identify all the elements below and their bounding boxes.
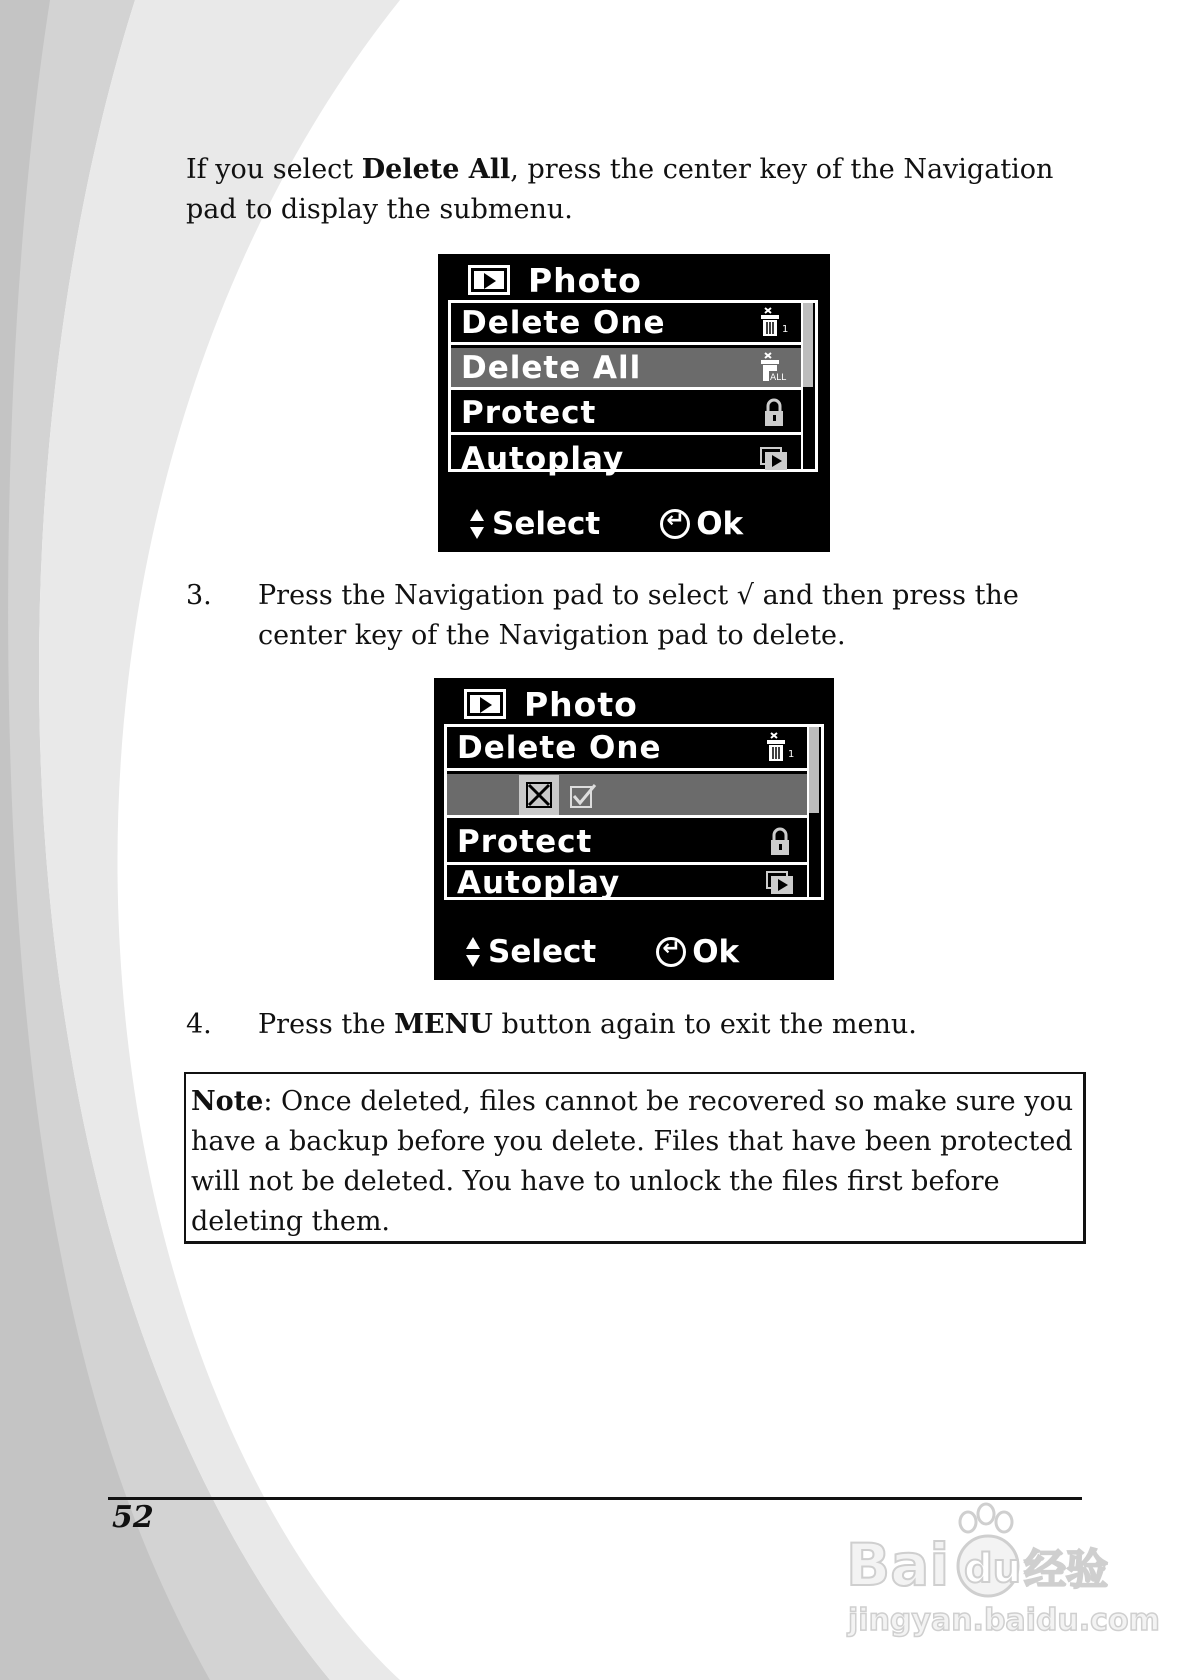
intro-bold: Delete All bbox=[361, 154, 511, 185]
menu-item-label: Delete One bbox=[457, 729, 662, 766]
slideshow-icon bbox=[763, 866, 797, 900]
screen-title bbox=[468, 260, 642, 300]
svg-text:du: du bbox=[964, 1546, 1022, 1592]
note-label: Note bbox=[191, 1086, 264, 1117]
page-number: 52 bbox=[112, 1500, 154, 1535]
lock-icon bbox=[763, 825, 797, 859]
footer-select-label: Select bbox=[488, 934, 597, 970]
screen-title-text: Photo bbox=[524, 684, 638, 724]
menu-item-protect[interactable] bbox=[451, 393, 803, 435]
enter-icon bbox=[660, 509, 690, 539]
screen-title-text: Photo bbox=[528, 260, 642, 300]
menu-item-label: Protect bbox=[461, 394, 597, 431]
menu-list bbox=[444, 724, 824, 900]
menu-list bbox=[448, 300, 818, 477]
trash-1-icon bbox=[757, 306, 791, 340]
lock-icon bbox=[757, 396, 791, 430]
scrollbar-thumb[interactable] bbox=[803, 303, 813, 387]
playback-icon bbox=[468, 265, 510, 295]
menu-item-confirm-delete[interactable] bbox=[447, 774, 809, 818]
trash-all-icon bbox=[757, 351, 791, 385]
svg-text:1: 1 bbox=[788, 748, 795, 760]
menu-item-delete-all[interactable] bbox=[451, 348, 803, 390]
scrollbar-thumb[interactable] bbox=[809, 727, 819, 813]
screen-footer bbox=[468, 500, 743, 548]
playback-icon bbox=[464, 689, 506, 719]
step-4-bold: MENU bbox=[394, 1009, 493, 1040]
enter-icon bbox=[656, 937, 686, 967]
camera-screen-1 bbox=[438, 254, 830, 552]
menu-scrollbar[interactable] bbox=[807, 727, 821, 897]
step-4-text-2: button again to exit the menu. bbox=[492, 1009, 917, 1040]
footer-select-label: Select bbox=[492, 506, 601, 542]
step-3-number: 3. bbox=[186, 580, 212, 611]
check-icon[interactable] bbox=[563, 775, 603, 815]
svg-text:Bai: Bai bbox=[846, 1531, 950, 1599]
menu-item-label: Autoplay bbox=[461, 441, 625, 477]
svg-text:1: 1 bbox=[782, 323, 789, 335]
menu-item-label: Delete One bbox=[461, 304, 666, 341]
menu-item-autoplay[interactable] bbox=[451, 438, 803, 480]
up-down-arrows-icon bbox=[464, 935, 482, 969]
svg-text:jingyan.baidu.com: jingyan.baidu.com bbox=[848, 1603, 1160, 1638]
menu-item-autoplay[interactable] bbox=[447, 865, 809, 901]
baidu-watermark-logo bbox=[846, 1500, 1160, 1650]
step-4-text-1: Press the bbox=[258, 1009, 395, 1040]
menu-item-delete-one[interactable] bbox=[447, 727, 809, 771]
menu-item-label: Autoplay bbox=[457, 865, 621, 901]
step-4-number: 4. bbox=[186, 1009, 212, 1040]
footer-ok-label: Ok bbox=[696, 506, 744, 542]
menu-item-delete-one[interactable] bbox=[451, 303, 803, 345]
svg-text:ALL: ALL bbox=[770, 372, 787, 383]
trash-1-icon bbox=[763, 731, 797, 765]
up-down-arrows-icon bbox=[468, 507, 486, 541]
screen-title bbox=[464, 684, 638, 724]
footer-ok-label: Ok bbox=[692, 934, 740, 970]
intro-text-1: If you select bbox=[186, 154, 362, 185]
cancel-icon[interactable] bbox=[519, 775, 559, 815]
menu-item-protect[interactable] bbox=[447, 821, 809, 865]
svg-text:经验: 经验 bbox=[1024, 1545, 1109, 1594]
step-4-text bbox=[258, 1005, 1078, 1045]
intro-paragraph bbox=[186, 150, 1086, 230]
camera-screen-2 bbox=[434, 678, 834, 980]
menu-item-label: Delete All bbox=[461, 349, 642, 386]
screen-footer bbox=[464, 928, 739, 976]
slideshow-icon bbox=[757, 442, 791, 476]
menu-item-label: Protect bbox=[457, 823, 593, 860]
intro-text-2: , press the center key of the Navigation pad to display the submenu. bbox=[186, 154, 1054, 225]
note-box bbox=[184, 1072, 1086, 1244]
menu-scrollbar[interactable] bbox=[801, 303, 815, 469]
note-text: : Once deleted, files cannot be recovered so make sure you have a backup before you delete. Files that have been protected will not be deleted. You have to unlock the files first before deleting them. bbox=[191, 1086, 1074, 1237]
step-3-text: Press the Navigation pad to select √ and then press the center key of the Navigation pad to delete. bbox=[258, 580, 1019, 651]
